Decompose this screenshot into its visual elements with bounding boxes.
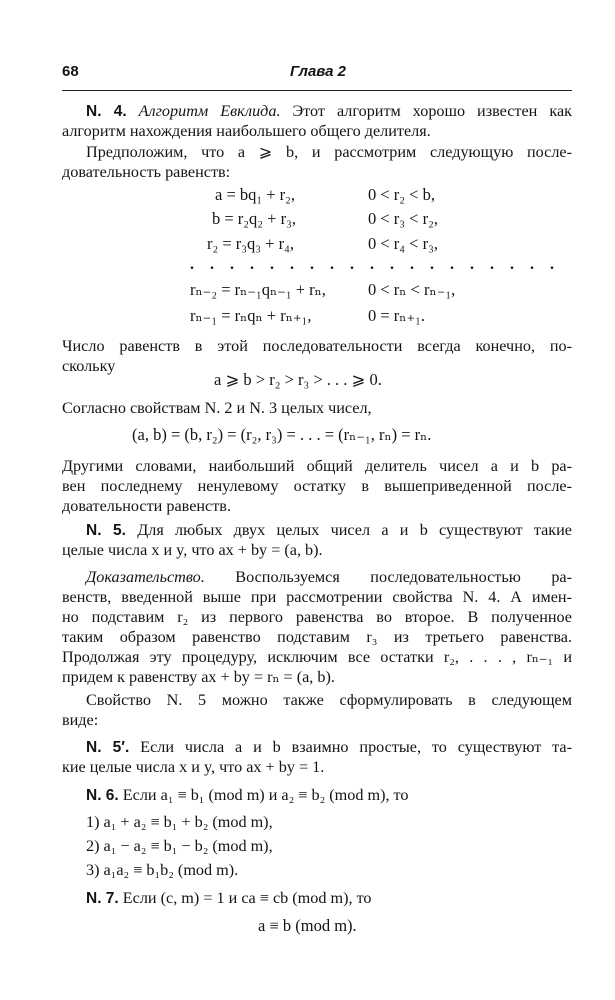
n5p-line-1 bbox=[86, 737, 572, 758]
n7-label: N. 7. bbox=[86, 890, 119, 907]
n5p-line-2: кие целые числа x и y, что ax + by = 1. bbox=[62, 758, 325, 776]
condition-5: 0 = rₙ₊₁. bbox=[368, 306, 426, 325]
proof-label: Доказательство. bbox=[86, 568, 205, 586]
n6-label: N. 6. bbox=[86, 787, 119, 804]
n5p-text: Если числа a и b взаимно простые, то существуют та- bbox=[129, 738, 573, 756]
n4-line-3: Предположим, что a ⩾ b, и рассмотрим следующую после- bbox=[86, 143, 572, 161]
chapter-title: Глава 2 bbox=[290, 63, 347, 80]
n4-line-2: алгоритм нахождения наибольшего общего делителя. bbox=[62, 122, 431, 140]
proof-line-6: придем к равенству ax + by = rₙ = (a, b). bbox=[62, 668, 335, 686]
finite-line-1: Число равенств в этой последовательности всегда конечно, по- bbox=[62, 337, 572, 355]
n5-line-1 bbox=[86, 520, 572, 541]
finite-line-2: скольку bbox=[62, 357, 116, 375]
n6-item-3: 3) a₁a₂ ≡ b₁b₂ (mod m). bbox=[86, 861, 239, 879]
n4-title: Алгоритм Евклида. bbox=[138, 102, 281, 120]
gcd-formula: (a, b) = (b, r₂) = (r₂, r₃) = . . . = (rₙ₋₁, rₙ) = rₙ. bbox=[132, 425, 432, 444]
gcd-line-2: Другими словами, наибольший общий делитель чисел a и b ра- bbox=[62, 457, 572, 475]
proof-line-7: Свойство N. 5 можно также сформулировать в следующем bbox=[86, 691, 572, 709]
n7-formula: a ≡ b (mod m). bbox=[258, 916, 357, 935]
n4-text: Этот алгоритм хорошо известен как bbox=[280, 102, 572, 120]
condition-1: 0 < r₂ < b, bbox=[368, 185, 435, 204]
n7-line-1 bbox=[86, 888, 572, 909]
gcd-line-3: вен последнему ненулевому остатку в вышеприведенной после- bbox=[62, 477, 572, 495]
n5-text: Для любых двух целых чисел a и b существуют такие bbox=[125, 521, 572, 539]
equation-5: rₙ₋₁ = rₙqₙ + rₙ₊₁, bbox=[190, 306, 312, 325]
gcd-line-4: довательности равенств. bbox=[62, 497, 231, 515]
proof-line-1 bbox=[86, 567, 572, 587]
n5p-label: N. 5′. bbox=[86, 739, 130, 756]
n6-line-1 bbox=[86, 785, 572, 806]
page-number: 68 bbox=[62, 63, 79, 80]
header-rule bbox=[62, 90, 572, 91]
n6-item-2: 2) a₁ − a₂ ≡ b₁ − b₂ (mod m), bbox=[86, 837, 273, 855]
finite-formula: a ⩾ b > r₂ > r₃ > . . . ⩾ 0. bbox=[214, 370, 382, 389]
equation-3: r₂ = r₃q₃ + r₄, bbox=[207, 234, 294, 253]
proof-line-5: Продолжая эту процедуру, исключим все остатки r₂, . . . , rₙ₋₁ и bbox=[62, 648, 572, 666]
condition-3: 0 < r₄ < r₃, bbox=[368, 234, 438, 253]
proof-line-2: венств, введенной выше при рассмотрении свойства N. 4. А имен- bbox=[62, 588, 572, 606]
condition-2: 0 < r₃ < r₂, bbox=[368, 209, 438, 228]
proof-text: Воспользуемся последовательностью ра- bbox=[204, 568, 572, 586]
condition-4: 0 < rₙ < rₙ₋₁, bbox=[368, 280, 456, 299]
running-header bbox=[62, 62, 572, 82]
equation-2: b = r₂q₂ + r₃, bbox=[212, 209, 296, 228]
n4-label: N. 4. bbox=[86, 103, 127, 120]
n4-line-1 bbox=[86, 101, 572, 122]
ellipsis-row: . . . . . . . . . . . . . . . . . . . bbox=[190, 256, 560, 273]
n5-label: N. 5. bbox=[86, 522, 126, 539]
proof-line-4: таким образом равенство подставим r₃ из третьего равенства. bbox=[62, 628, 572, 646]
equation-4: rₙ₋₂ = rₙ₋₁qₙ₋₁ + rₙ, bbox=[190, 280, 326, 299]
proof-line-3: но подставим r₂ из первого равенства во второе. В полученное bbox=[62, 608, 572, 626]
n6-item-1: 1) a₁ + a₂ ≡ b₁ + b₂ (mod m), bbox=[86, 813, 273, 831]
gcd-line-1: Согласно свойствам N. 2 и N. 3 целых чисел, bbox=[62, 399, 372, 417]
n7-text: Если (c, m) = 1 и ca ≡ cb (mod m), то bbox=[118, 889, 372, 907]
equation-1: a = bq₁ + r₂, bbox=[215, 185, 296, 204]
n5-line-2: целые числа x и y, что ax + by = (a, b). bbox=[62, 541, 323, 559]
n6-text: Если a₁ ≡ b₁ (mod m) и a₂ ≡ b₂ (mod m), то bbox=[118, 786, 409, 804]
proof-line-8: виде: bbox=[62, 711, 99, 729]
n4-line-4: довательность равенств: bbox=[62, 163, 231, 181]
